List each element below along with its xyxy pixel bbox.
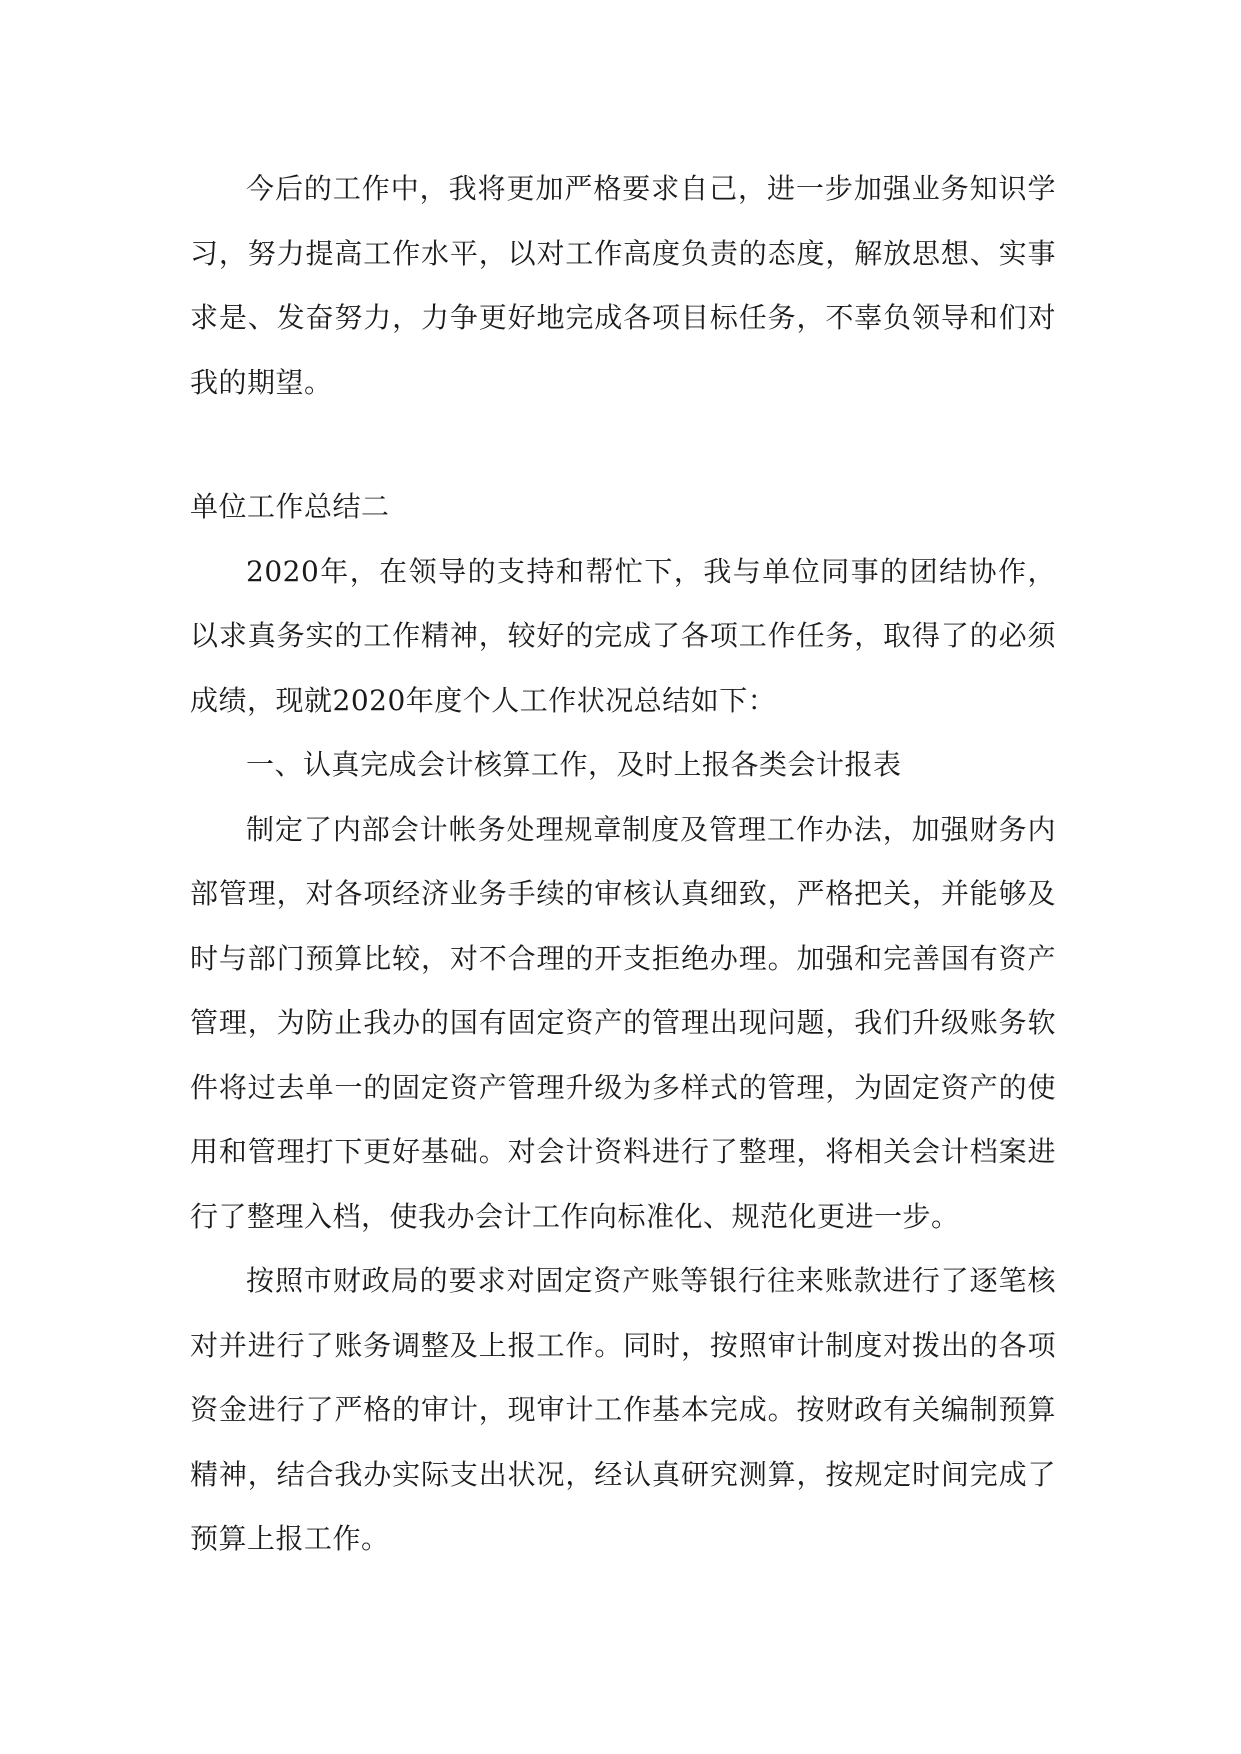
paragraph-intro: 2020年，在领导的支持和帮忙下，我与单位同事的团结协作，以求真务实的工作精神，较好的完成了各项工作任务，取得了的必须成绩，现就2020年度个人工作状况总结如下： <box>190 554 1056 717</box>
paragraph-accounting: 制定了内部会计帐务处理规章制度及管理工作办法，加强财务内部管理，对各项经济业务手续的审核认真细致，严格把关，并能够及时与部门预算比较，对不合理的开支拒绝办理。加强和完善国有资产管理，为防止我办的国有固定资产的管理出现问题，我们升级账务软件将过去单一的固定资产管理升级为多样式的管理，为固定资产的使用和管理打下更好基础。对会计资料进行了整理，将相关会计档案进行了整理入档，使我办会计工作向标准化、规范化更进一步。 <box>190 812 1056 1233</box>
paragraph-subheading: 一、认真完成会计核算工作，及时上报各类会计报表 <box>246 748 902 781</box>
document-body <box>190 157 1056 1572</box>
paragraph-audit: 按照市财政局的要求对固定资产账等银行往来账款进行了逐笔核对并进行了账务调整及上报工作。同时，按照审计制度对拨出的各项资金进行了严格的审计，现审计工作基本完成。按财政有关编制预算精神，结合我办实际支出状况，经认真研究测算，按规定时间完成了预算上报工作。 <box>190 1264 1056 1555</box>
section-title: 单位工作总结二 <box>190 490 390 523</box>
paragraph-closing: 今后的工作中，我将更加严格要求自己，进一步加强业务知识学习，努力提高工作水平，以对工作高度负责的态度，解放思想、实事求是、发奋努力，力争更好地完成各项目标任务，不辜负领导和们对我的期望。 <box>190 172 1056 399</box>
section-spacer <box>190 415 1056 475</box>
